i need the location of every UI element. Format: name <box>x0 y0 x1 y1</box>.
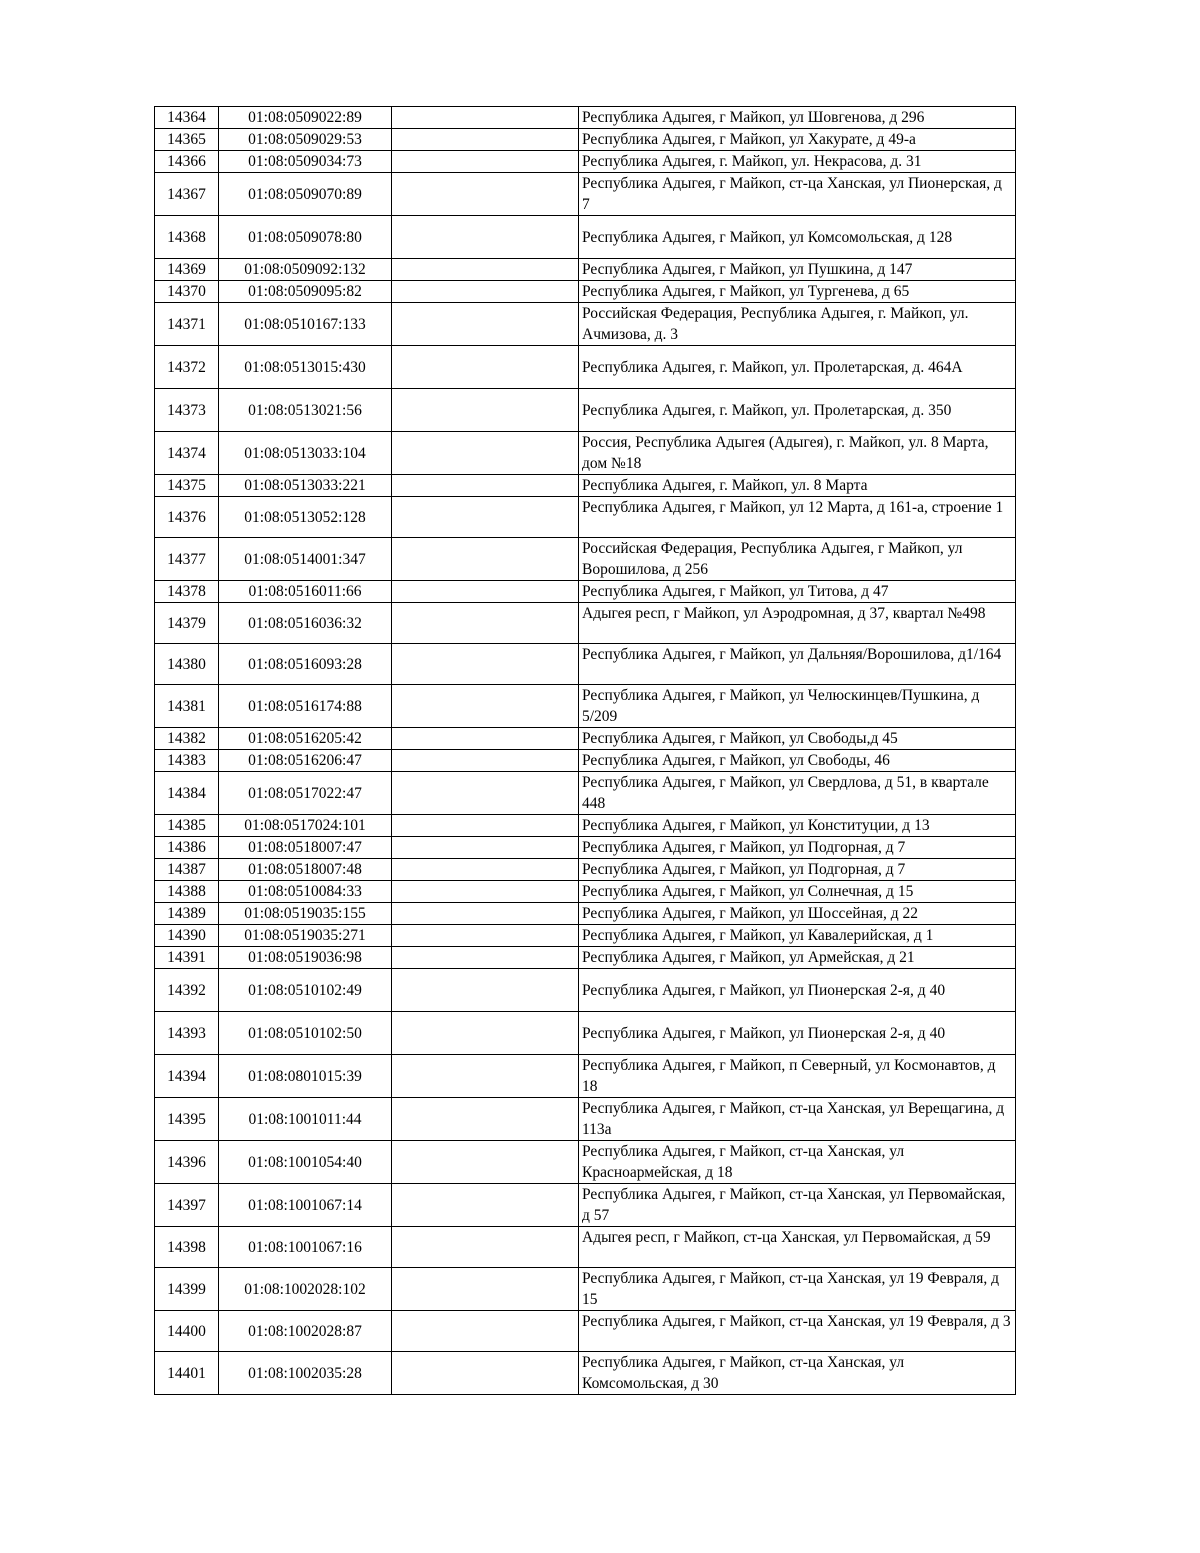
table-row <box>155 346 1016 389</box>
empty-cell <box>392 281 579 303</box>
empty-cell <box>392 644 579 685</box>
table-row <box>155 581 1016 603</box>
address: Адыгея респ, г Майкоп, ст-ца Ханская, ул Первомайская, д 59 <box>579 1227 1016 1268</box>
row-number: 14379 <box>155 603 219 644</box>
empty-cell <box>392 903 579 925</box>
table-row <box>155 216 1016 259</box>
address: Республика Адыгея, г Майкоп, ул Хакурате, д 49-а <box>579 129 1016 151</box>
table-row <box>155 259 1016 281</box>
cadastral-number: 01:08:0509092:132 <box>219 259 392 281</box>
address: Республика Адыгея, г Майкоп, ст-ца Ханская, ул 19 Февраля, д 15 <box>579 1268 1016 1311</box>
empty-cell <box>392 772 579 815</box>
cadastral-number: 01:08:1001067:14 <box>219 1184 392 1227</box>
empty-cell <box>392 728 579 750</box>
cadastral-number: 01:08:0517022:47 <box>219 772 392 815</box>
table-row <box>155 497 1016 538</box>
address: Республика Адыгея, г Майкоп, ул Подгорная, д 7 <box>579 859 1016 881</box>
cadastral-number: 01:08:0509095:82 <box>219 281 392 303</box>
row-number: 14378 <box>155 581 219 603</box>
row-number: 14399 <box>155 1268 219 1311</box>
row-number: 14389 <box>155 903 219 925</box>
empty-cell <box>392 497 579 538</box>
row-number: 14387 <box>155 859 219 881</box>
cadastral-number: 01:08:0516093:28 <box>219 644 392 685</box>
cadastral-number: 01:08:0513052:128 <box>219 497 392 538</box>
address: Республика Адыгея, г Майкоп, ст-ца Ханская, ул Верещагина, д 113а <box>579 1098 1016 1141</box>
table-row <box>155 129 1016 151</box>
address: Республика Адыгея, г Майкоп, ст-ца Ханская, ул 19 Февраля, д 3 <box>579 1311 1016 1352</box>
cadastral-number: 01:08:0510102:49 <box>219 969 392 1012</box>
row-number: 14375 <box>155 475 219 497</box>
row-number: 14367 <box>155 173 219 216</box>
row-number: 14393 <box>155 1012 219 1055</box>
empty-cell <box>392 1184 579 1227</box>
cadastral-number: 01:08:1001054:40 <box>219 1141 392 1184</box>
empty-cell <box>392 1055 579 1098</box>
row-number: 14372 <box>155 346 219 389</box>
cadastral-number: 01:08:1001067:16 <box>219 1227 392 1268</box>
row-number: 14400 <box>155 1311 219 1352</box>
table-row <box>155 1055 1016 1098</box>
address: Республика Адыгея, г Майкоп, ст-ца Ханская, ул Комсомольская, д 30 <box>579 1352 1016 1395</box>
address: Россия, Республика Адыгея (Адыгея), г. Майкоп, ул. 8 Марта, дом №18 <box>579 432 1016 475</box>
address: Республика Адыгея, г Майкоп, ул Подгорная, д 7 <box>579 837 1016 859</box>
table-row <box>155 389 1016 432</box>
row-number: 14398 <box>155 1227 219 1268</box>
address: Республика Адыгея, г Майкоп, ул Дальняя/Ворошилова, д1/164 <box>579 644 1016 685</box>
empty-cell <box>392 346 579 389</box>
table-row <box>155 728 1016 750</box>
cadastral-number: 01:08:0509034:73 <box>219 151 392 173</box>
table-row <box>155 1352 1016 1395</box>
address: Республика Адыгея, г Майкоп, ул Свердлова, д 51, в квартале 448 <box>579 772 1016 815</box>
empty-cell <box>392 129 579 151</box>
address: Республика Адыгея, г Майкоп, ул 12 Марта, д 161-а, строение 1 <box>579 497 1016 538</box>
table-row <box>155 947 1016 969</box>
cadastral-number: 01:08:0518007:48 <box>219 859 392 881</box>
table-row <box>155 903 1016 925</box>
address: Республика Адыгея, г. Майкоп, ул. Некрасова, д. 31 <box>579 151 1016 173</box>
table-row <box>155 432 1016 475</box>
empty-cell <box>392 837 579 859</box>
row-number: 14373 <box>155 389 219 432</box>
row-number: 14374 <box>155 432 219 475</box>
empty-cell <box>392 1098 579 1141</box>
row-number: 14364 <box>155 107 219 129</box>
table-row <box>155 107 1016 129</box>
empty-cell <box>392 432 579 475</box>
empty-cell <box>392 538 579 581</box>
cadastral-number: 01:08:0519036:98 <box>219 947 392 969</box>
empty-cell <box>392 1311 579 1352</box>
address: Республика Адыгея, г Майкоп, ул Шоссейная, д 22 <box>579 903 1016 925</box>
address: Республика Адыгея, г Майкоп, ул Пушкина, д 147 <box>579 259 1016 281</box>
cadastral-number: 01:08:0513021:56 <box>219 389 392 432</box>
empty-cell <box>392 1352 579 1395</box>
row-number: 14391 <box>155 947 219 969</box>
table-row <box>155 1268 1016 1311</box>
address: Республика Адыгея, г Майкоп, ул Комсомольская, д 128 <box>579 216 1016 259</box>
empty-cell <box>392 581 579 603</box>
address: Республика Адыгея, г Майкоп, ул Свободы,д 45 <box>579 728 1016 750</box>
cadastral-number: 01:08:0519035:271 <box>219 925 392 947</box>
row-number: 14384 <box>155 772 219 815</box>
address: Республика Адыгея, г Майкоп, ул Пионерская 2-я, д 40 <box>579 1012 1016 1055</box>
row-number: 14381 <box>155 685 219 728</box>
table-row <box>155 1311 1016 1352</box>
address: Республика Адыгея, г Майкоп, ул Пионерская 2-я, д 40 <box>579 969 1016 1012</box>
row-number: 14383 <box>155 750 219 772</box>
row-number: 14396 <box>155 1141 219 1184</box>
empty-cell <box>392 259 579 281</box>
empty-cell <box>392 1227 579 1268</box>
address: Российская Федерация, Республика Адыгея, г. Майкоп, ул. Ачмизова, д. 3 <box>579 303 1016 346</box>
row-number: 14382 <box>155 728 219 750</box>
table-row <box>155 815 1016 837</box>
row-number: 14386 <box>155 837 219 859</box>
table-row <box>155 644 1016 685</box>
table-row <box>155 969 1016 1012</box>
address: Республика Адыгея, г. Майкоп, ул. Пролетарская, д. 464А <box>579 346 1016 389</box>
cadastral-number: 01:08:0516206:47 <box>219 750 392 772</box>
row-number: 14371 <box>155 303 219 346</box>
empty-cell <box>392 1141 579 1184</box>
table-row <box>155 303 1016 346</box>
empty-cell <box>392 303 579 346</box>
table-row <box>155 1098 1016 1141</box>
row-number: 14370 <box>155 281 219 303</box>
table-row <box>155 1227 1016 1268</box>
empty-cell <box>392 947 579 969</box>
address: Российская Федерация, Республика Адыгея, г Майкоп, ул Ворошилова, д 256 <box>579 538 1016 581</box>
row-number: 14395 <box>155 1098 219 1141</box>
cadastral-number: 01:08:0510102:50 <box>219 1012 392 1055</box>
cadastral-number: 01:08:0516174:88 <box>219 685 392 728</box>
table-row <box>155 173 1016 216</box>
row-number: 14366 <box>155 151 219 173</box>
address: Республика Адыгея, г Майкоп, п Северный, ул Космонавтов, д 18 <box>579 1055 1016 1098</box>
table-row <box>155 925 1016 947</box>
cadastral-number: 01:08:1002028:87 <box>219 1311 392 1352</box>
cadastral-number: 01:08:0510167:133 <box>219 303 392 346</box>
empty-cell <box>392 216 579 259</box>
row-number: 14385 <box>155 815 219 837</box>
cadastral-number: 01:08:0518007:47 <box>219 837 392 859</box>
empty-cell <box>392 1012 579 1055</box>
address: Республика Адыгея, г Майкоп, ст-ца Ханская, ул Красноармейская, д 18 <box>579 1141 1016 1184</box>
row-number: 14376 <box>155 497 219 538</box>
address: Республика Адыгея, г Майкоп, ул Солнечная, д 15 <box>579 881 1016 903</box>
cadastral-number: 01:08:1002028:102 <box>219 1268 392 1311</box>
row-number: 14397 <box>155 1184 219 1227</box>
address: Республика Адыгея, г. Майкоп, ул. Пролетарская, д. 350 <box>579 389 1016 432</box>
table-row <box>155 281 1016 303</box>
row-number: 14388 <box>155 881 219 903</box>
address: Республика Адыгея, г Майкоп, ст-ца Ханская, ул Первомайская, д 57 <box>579 1184 1016 1227</box>
property-table <box>154 106 1016 1395</box>
cadastral-number: 01:08:0509029:53 <box>219 129 392 151</box>
cadastral-number: 01:08:0513033:221 <box>219 475 392 497</box>
empty-cell <box>392 151 579 173</box>
empty-cell <box>392 603 579 644</box>
address: Республика Адыгея, г Майкоп, ул Армейская, д 21 <box>579 947 1016 969</box>
cadastral-number: 01:08:1002035:28 <box>219 1352 392 1395</box>
address: Республика Адыгея, г Майкоп, ул Кавалерийская, д 1 <box>579 925 1016 947</box>
cadastral-number: 01:08:0801015:39 <box>219 1055 392 1098</box>
empty-cell <box>392 475 579 497</box>
empty-cell <box>392 815 579 837</box>
table-row <box>155 772 1016 815</box>
address: Республика Адыгея, г. Майкоп, ул. 8 Марта <box>579 475 1016 497</box>
address: Республика Адыгея, г Майкоп, ул Шовгенова, д 296 <box>579 107 1016 129</box>
empty-cell <box>392 107 579 129</box>
empty-cell <box>392 925 579 947</box>
address: Республика Адыгея, г Майкоп, ул Челюскинцев/Пушкина, д 5/209 <box>579 685 1016 728</box>
cadastral-number: 01:08:0519035:155 <box>219 903 392 925</box>
empty-cell <box>392 685 579 728</box>
cadastral-number: 01:08:0513015:430 <box>219 346 392 389</box>
empty-cell <box>392 859 579 881</box>
table-row <box>155 1012 1016 1055</box>
cadastral-number: 01:08:0514001:347 <box>219 538 392 581</box>
cadastral-number: 01:08:0509022:89 <box>219 107 392 129</box>
cadastral-number: 01:08:0517024:101 <box>219 815 392 837</box>
table-row <box>155 151 1016 173</box>
cadastral-number: 01:08:0509070:89 <box>219 173 392 216</box>
row-number: 14377 <box>155 538 219 581</box>
cadastral-number: 01:08:0516036:32 <box>219 603 392 644</box>
empty-cell <box>392 881 579 903</box>
empty-cell <box>392 173 579 216</box>
address: Республика Адыгея, г Майкоп, ул Титова, д 47 <box>579 581 1016 603</box>
cadastral-number: 01:08:1001011:44 <box>219 1098 392 1141</box>
cadastral-number: 01:08:0513033:104 <box>219 432 392 475</box>
address: Республика Адыгея, г Майкоп, ул Свободы, 46 <box>579 750 1016 772</box>
table-row <box>155 603 1016 644</box>
table-body <box>155 107 1016 1395</box>
table-row <box>155 881 1016 903</box>
cadastral-number: 01:08:0516205:42 <box>219 728 392 750</box>
row-number: 14390 <box>155 925 219 947</box>
row-number: 14401 <box>155 1352 219 1395</box>
row-number: 14392 <box>155 969 219 1012</box>
empty-cell <box>392 1268 579 1311</box>
row-number: 14369 <box>155 259 219 281</box>
address: Республика Адыгея, г Майкоп, ул Тургенева, д 65 <box>579 281 1016 303</box>
row-number: 14368 <box>155 216 219 259</box>
address: Республика Адыгея, г Майкоп, ст-ца Ханская, ул Пионерская, д 7 <box>579 173 1016 216</box>
empty-cell <box>392 969 579 1012</box>
table-row <box>155 859 1016 881</box>
cadastral-number: 01:08:0516011:66 <box>219 581 392 603</box>
table-row <box>155 538 1016 581</box>
cadastral-number: 01:08:0510084:33 <box>219 881 392 903</box>
table-row <box>155 837 1016 859</box>
table-row <box>155 750 1016 772</box>
empty-cell <box>392 389 579 432</box>
address: Республика Адыгея, г Майкоп, ул Конституции, д 13 <box>579 815 1016 837</box>
row-number: 14365 <box>155 129 219 151</box>
cadastral-number: 01:08:0509078:80 <box>219 216 392 259</box>
table-row <box>155 1141 1016 1184</box>
table-row <box>155 685 1016 728</box>
row-number: 14380 <box>155 644 219 685</box>
address: Адыгея респ, г Майкоп, ул Аэродромная, д 37, квартал №498 <box>579 603 1016 644</box>
empty-cell <box>392 750 579 772</box>
row-number: 14394 <box>155 1055 219 1098</box>
table-row <box>155 475 1016 497</box>
table-row <box>155 1184 1016 1227</box>
